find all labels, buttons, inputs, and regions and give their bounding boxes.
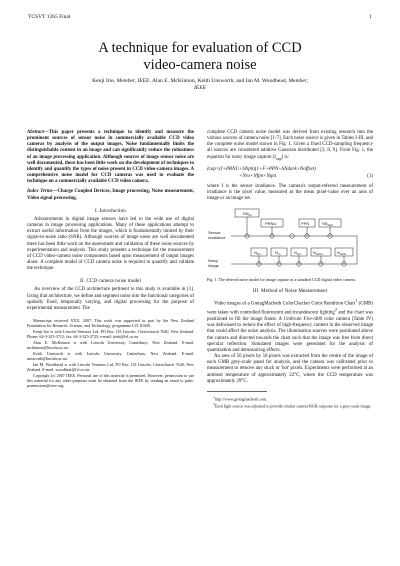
abstract-label: Abstract bbox=[27, 130, 44, 135]
method-paragraph-2: An area of 50 pixels by 50 pixels was extracted from the centre of the image of each GMB grey-scale panel for analysis, and the camera was calibrated prior to measurement to remove any stuck or 'hot' pixels. Experiments were performed at an ambient temperature of approximately 22°C, where the CCD temperature was approximately 29°C. bbox=[207, 354, 373, 384]
footnote-rule bbox=[207, 391, 267, 392]
author-membership: Member, bbox=[288, 78, 308, 84]
label-n-qnt: qnt bbox=[296, 252, 301, 257]
footnote-url: http://www.gretagmacbeth.com. bbox=[214, 396, 268, 402]
camera-name: Unibrain Fire-i400 bbox=[283, 317, 323, 323]
svg-text:SNdark bbox=[322, 221, 334, 227]
right-footnotes bbox=[207, 391, 373, 409]
figure-caption: Fig. 1. The derived noise model for image capture in a standard CCD digital video camera. bbox=[207, 277, 356, 283]
left-column bbox=[27, 130, 194, 389]
svg-text:Noffset bbox=[313, 250, 323, 256]
label-n: N bbox=[275, 250, 278, 256]
model-text: complete CCD camera noise model was derived from existing research into the various sources of camera noise [1-7]. Each noise source is given in Tables I-III, and the complete noise model shown in Fig. 1. Given a fixed CCD-sampling frequency all sources are considered additive Gaussian distributed [3, 8, 9]. From Fig. 1, the equation for noisy image capture (I bbox=[207, 130, 373, 160]
footnote-marker: 2 bbox=[334, 307, 337, 313]
label-n-fpn: fpn bbox=[256, 252, 261, 257]
section-heading-noise-model: II. CCD camera noise model bbox=[79, 278, 142, 285]
footnote-marker: 1 bbox=[355, 297, 358, 303]
label-n-other: other bbox=[339, 252, 347, 257]
author-membership: Member, IEEE bbox=[116, 78, 150, 84]
label-n-offset: offset bbox=[315, 252, 323, 257]
svg-text:Nother bbox=[337, 250, 346, 256]
method-text: (GMB) were taken with controlled fluorescent and incandescent lighting bbox=[207, 301, 374, 316]
left-footnotes bbox=[27, 318, 194, 388]
author-text: Kenji Irie, bbox=[92, 78, 117, 84]
title-line-1: A technique for evaluation of CCD bbox=[98, 40, 302, 56]
footnote: Keith Unsworth is with Lincoln University, Canterbury, New Zealand. E-mail: unsworth@lincoln.ac.nz. bbox=[27, 351, 194, 362]
label-image: image bbox=[208, 263, 219, 269]
label-ppn: PPN bbox=[301, 221, 310, 227]
method-paragraph-1 bbox=[207, 298, 373, 355]
index-terms-text: —Charge Coupled Devices, Image processing, Noise measurement, Video signal processing. bbox=[27, 189, 194, 201]
section-heading-method: III. Method of Noise Measurement bbox=[252, 288, 328, 295]
footnote: Kenji Irie is with Lincoln Ventures Ltd, PO Box 133 Lincoln, Christchurch 7640, New Zealand. Phone: 64-3-325-3712; fax: 64-3-325-3725; e-mail: iriek@lvl.co.nz. bbox=[27, 329, 194, 340]
label-sn-dark-sub: dark bbox=[327, 223, 334, 228]
section-heading-introduction: I. Introduction bbox=[95, 207, 126, 214]
label-n: N bbox=[254, 250, 257, 256]
footnote: Alan E. McKinnon is with Lincoln University, Canterbury, New Zealand. E-mail: mckinnon@lincoln.ac.nz. bbox=[27, 340, 194, 351]
noise-model-paragraph: An overview of the CCD architecture pertinent to this study is available in [1]. Using that architecture, we define and segment noise into the functional categories of spatially fixed, temporally varying, and digital processing for the purpose of experimental measurement. The bbox=[27, 287, 194, 311]
model-paragraph bbox=[207, 130, 373, 162]
equation-line-1: Icap=(I+PRNU+SNph)(1+F+PPN+SNdark+Noffset) bbox=[207, 166, 316, 172]
label-sensor: Sensor bbox=[208, 230, 221, 236]
introduction-paragraph: Advancements in digital image sensors have led to the wide use of digital cameras in image processing applications. Many of these applications attempt to extract useful information from the images, which is fundamentally limited by their signal-to-noise ratio (SNR). Although sources of image noise are well documented there has been little work on the assessment and validation of these noise sources by experimentation and analysis. This study presents a technique for the measurement of CCD video-camera noise components based upon measurement of output images alone. A complete model of CCD camera noise is required to quantify and validate the technique. bbox=[27, 216, 194, 272]
paper-title bbox=[0, 40, 400, 74]
figure-1 bbox=[207, 206, 373, 282]
method-text: and the chart was positioned to fill the image frame. A bbox=[207, 310, 373, 323]
label-sn-ph: SN bbox=[243, 211, 249, 217]
right-column bbox=[207, 130, 373, 410]
label-noisy: Noisy bbox=[208, 258, 219, 264]
index-terms-label: Index Terms bbox=[27, 189, 53, 195]
label-prnu: PRNU bbox=[265, 221, 277, 227]
label-n: N bbox=[313, 250, 316, 256]
label-irradiance: irradiance bbox=[208, 235, 226, 241]
model-text: ) is: bbox=[281, 154, 290, 160]
label-sn-ph-sub: ph bbox=[248, 213, 252, 218]
footnote: Manuscript received XXX, 2007. This work was supported in part by the New Zealand Foundation for Research, Science, and Technology, programme LVLX0401. bbox=[27, 318, 194, 329]
footnote: $^1$http://www.gretagmacbeth.com. bbox=[213, 394, 268, 402]
svg-text:Nro bbox=[275, 250, 281, 256]
footnote: Ian M. Woodhead is with Lincoln Ventures Ltd, PO Box 133 Lincoln, Christchurch 7640, New Zealand. E-mail: woodheai@lvl.co.nz. bbox=[27, 362, 194, 373]
method-text: Video images of a GretagMacbeth ColorChecker Color Rendition Chart bbox=[214, 301, 356, 307]
svg-text:SNph bbox=[243, 211, 252, 217]
equation-1 bbox=[207, 166, 373, 180]
label-n-ro: ro bbox=[277, 252, 281, 257]
label-n: N bbox=[294, 250, 297, 256]
subscript: cap bbox=[275, 155, 282, 161]
abstract-text: —This paper presents a technique to identify and measure the prominent sources of sensor noise in commercially available CCD video cameras by analysis of the output images. Noise fundamentally limits the distinguishable content in an image and can significantly reduce the robustness of an image processing application. Although sources of image sensor noise are well documented, there has been little work on the development of techniques to identify and quantify the types of noise present in CCD video-camera images. A comprehensive noise model for CCD cameras was used to evaluate the technique on a commercially available CCD video camera. bbox=[27, 130, 194, 185]
label-sn-dark: SN bbox=[322, 221, 328, 227]
noise-model-diagram bbox=[207, 206, 373, 274]
footnote-text: Each light source was adjusted to provide similar camera RGB response for a grey-scale image. bbox=[214, 403, 372, 409]
label-n: N bbox=[337, 250, 340, 256]
irradiance-paragraph: where I is the sensor irradiance. The camera's output-referred measurement of irradiance is the pixel value, measured as the mean pixel-value over an area of image or an image set. bbox=[207, 183, 373, 202]
author-membership: IEEE bbox=[193, 85, 207, 91]
equation-line-2: +Nro+Nfpn+Nqnt bbox=[239, 173, 277, 179]
svg-text:Nqnt bbox=[294, 250, 301, 256]
author-text: , Alan E. McKinnon, Keith Unsworth, and Ian M. Woodhead, bbox=[149, 78, 289, 84]
index-terms bbox=[27, 189, 194, 201]
running-head-left: TCSVT 1265 Final bbox=[28, 14, 71, 20]
author-list bbox=[40, 78, 360, 92]
svg-text:Nfpn bbox=[254, 250, 261, 256]
abstract bbox=[27, 130, 194, 185]
method-text: color camera (Table IV) was defocused to reduce the effect of high-frequency content in the observed image that could affect the noise analysis. The illumination sources were positioned above the camera and directed towards the chart such that the image was free from direct specular reflection. Simulated images were generated for the analysis of quantization and demosaicing effects. bbox=[207, 317, 373, 353]
title-line-2: video-camera noise bbox=[143, 57, 257, 73]
footnote: Copyright (c) 2007 IEEE. Personal use of this material is permitted. However, permission to use this material for any other purposes must be obtained from the IEEE by sending an email to pubs-permissions@ieee.org. bbox=[27, 373, 194, 389]
running-head bbox=[28, 14, 372, 20]
footnote: $^2$Each light source was adjusted to provide similar camera RGB response for a grey-scale image. bbox=[213, 402, 372, 409]
page-number: 1 bbox=[369, 14, 372, 20]
equation-number: (1) bbox=[367, 173, 373, 179]
